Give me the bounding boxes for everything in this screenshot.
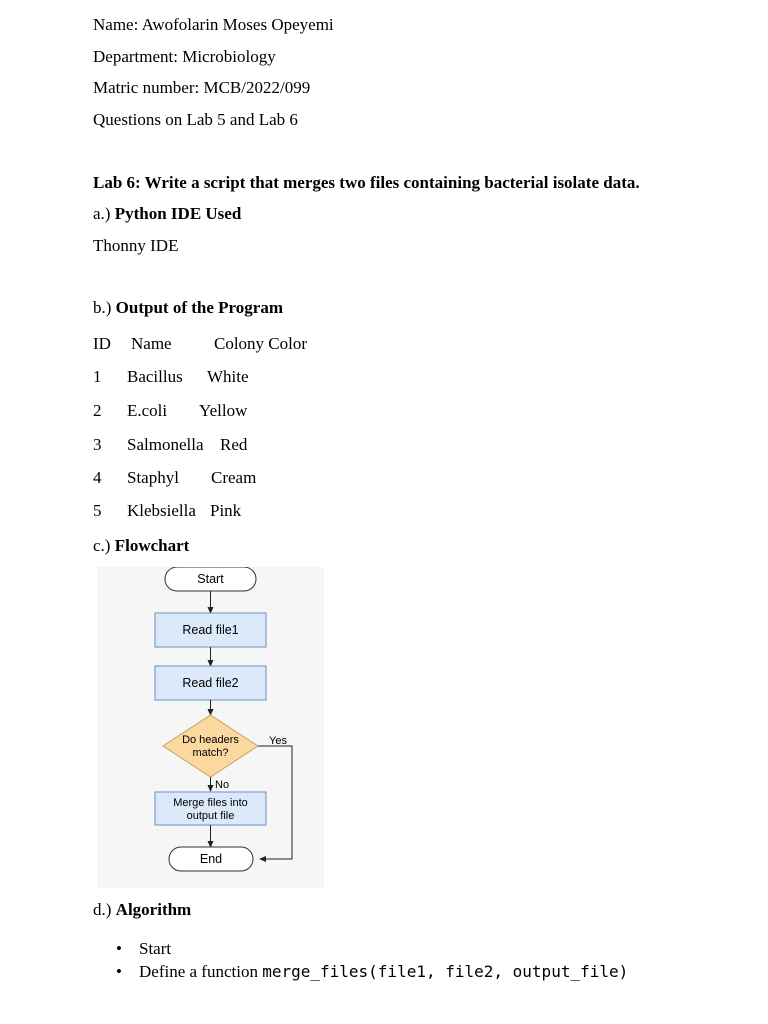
start-label: Start — [197, 572, 224, 586]
lab6-title: Lab 6: Write a script that merges two files containing bacterial isolate data. — [93, 173, 640, 192]
section-b-heading — [93, 298, 283, 318]
section-d-heading — [93, 900, 191, 920]
department: Department: Microbiology — [93, 47, 276, 66]
section-d-prefix: d.) — [93, 900, 112, 919]
section-c-prefix: c.) — [93, 536, 111, 555]
row-color: White — [207, 367, 249, 386]
row-name: Salmonella — [127, 435, 204, 454]
table-header-id: ID — [93, 334, 111, 353]
row-color: Yellow — [199, 401, 248, 420]
decision-label-line1: Do headers — [182, 734, 239, 746]
algorithm-step — [139, 962, 628, 982]
merge-label-line1: Merge files into — [173, 797, 248, 809]
row-name: Staphyl — [127, 468, 179, 487]
algorithm-step-code: merge_files(file1, file2, output_file) — [262, 962, 629, 981]
section-b-prefix: b.) — [93, 298, 112, 317]
flowchart-diagram — [97, 567, 324, 888]
yes-label: Yes — [269, 735, 287, 747]
student-name: Name: Awofolarin Moses Opeyemi — [93, 15, 334, 34]
end-label: End — [199, 852, 223, 866]
bullet-icon: • — [116, 939, 122, 958]
read-file2-label: Read file2 — [182, 676, 239, 690]
bullet-icon: • — [116, 962, 122, 981]
row-id: 1 — [93, 367, 102, 386]
section-a-prefix: a.) — [93, 204, 111, 223]
read-file1-label: Read file1 — [182, 623, 239, 637]
ide-name: Thonny IDE — [93, 236, 179, 255]
section-b-title: Output of the Program — [115, 298, 283, 317]
section-a-title: Python IDE Used — [114, 204, 242, 223]
row-color: Cream — [211, 468, 257, 487]
row-id: 2 — [93, 401, 102, 420]
row-name: E.coli — [127, 401, 168, 420]
table-header-color: Colony Color — [214, 334, 308, 353]
section-d-title: Algorithm — [115, 900, 192, 919]
matric-number: Matric number: MCB/2022/099 — [93, 78, 311, 97]
section-c-heading — [93, 536, 189, 556]
section-c-title: Flowchart — [114, 536, 190, 555]
algorithm-step-text: Define a function — [139, 962, 263, 981]
decision-label-line2: match? — [192, 747, 229, 759]
row-name: Klebsiella — [127, 501, 196, 520]
row-id: 4 — [93, 468, 102, 487]
table-header-name: Name — [131, 334, 172, 353]
row-color: Red — [220, 435, 248, 454]
row-color: Pink — [210, 501, 242, 520]
questions-title: Questions on Lab 5 and Lab 6 — [93, 110, 298, 129]
row-id: 5 — [93, 501, 102, 520]
row-id: 3 — [93, 435, 102, 454]
row-name: Bacillus — [127, 367, 183, 386]
merge-label-line2: output file — [186, 810, 235, 822]
section-a-heading — [93, 204, 241, 224]
algorithm-step: Start — [139, 939, 172, 958]
no-label: No — [215, 779, 230, 791]
